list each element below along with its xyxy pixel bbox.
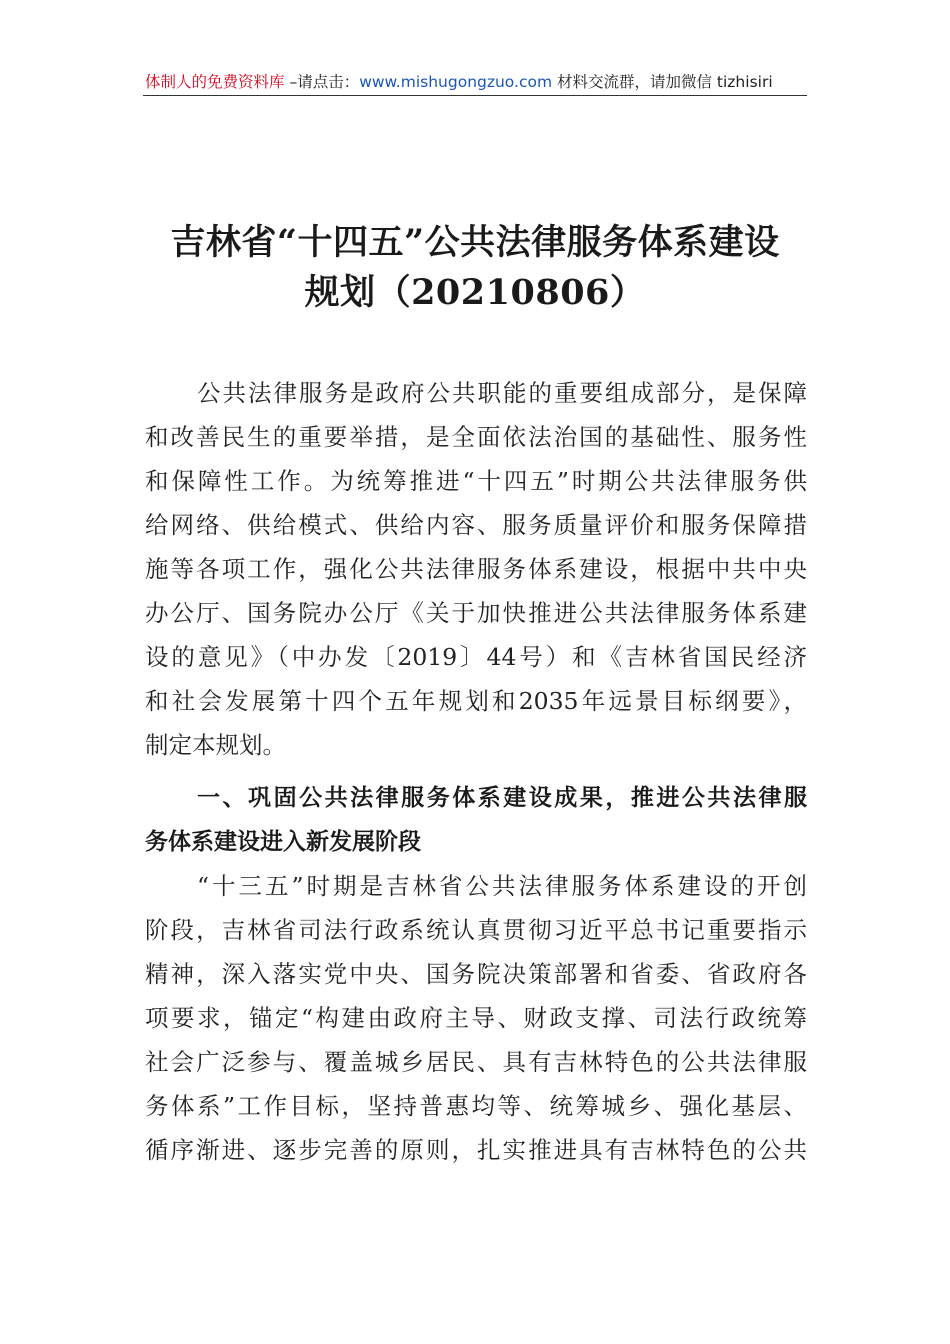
- header-separator: –请点击：: [284, 73, 360, 91]
- page-header: [145, 70, 807, 94]
- section-line: 精神，深入落实党中央、国务院决策部署和省委、省政府各: [145, 960, 807, 988]
- header-brand: 体制人的免费资料库: [145, 73, 285, 91]
- section-line: 务体系”工作目标，坚持普惠均等、统筹城乡、强化基层、: [145, 1092, 807, 1120]
- intro-line: 和改善民生的重要举措，是全面依法治国的基础性、服务性: [145, 423, 807, 451]
- header-wechat-note: 材料交流群，请加微信 tizhisiri: [552, 73, 773, 91]
- section-line: 循序渐进、逐步完善的原则，扎实推进具有吉林特色的公共: [145, 1136, 807, 1164]
- intro-line: 公共法律服务是政府公共职能的重要组成部分，是保障: [197, 379, 807, 407]
- header-link[interactable]: www.mishugongzuo.com: [359, 73, 553, 91]
- section-line: 阶段，吉林省司法行政系统认真贯彻习近平总书记重要指示: [145, 916, 807, 944]
- section-heading-line: 务体系建设进入新发展阶段: [145, 829, 421, 855]
- intro-line: 制定本规划。: [145, 731, 286, 759]
- document-title-line-2: 规划（20210806）: [304, 272, 646, 313]
- intro-line: 和社会发展第十四个五年规划和2035年远景目标纲要》，: [145, 687, 807, 715]
- intro-line: 办公厅、国务院办公厅《关于加快推进公共法律服务体系建: [145, 599, 807, 627]
- section-line: 项要求，锚定“构建由政府主导、财政支撑、司法行政统筹: [145, 1004, 807, 1032]
- document-title-line-1: 吉林省“十四五”公共法律服务体系建设: [170, 222, 780, 263]
- header-divider: [143, 95, 807, 96]
- section-line: 社会广泛参与、覆盖城乡居民、具有吉林特色的公共法律服: [145, 1048, 807, 1076]
- intro-line: 设的意见》（中办发〔2019〕44号）和《吉林省国民经济: [145, 643, 807, 671]
- intro-line: 施等各项工作，强化公共法律服务体系建设，根据中共中央: [145, 555, 807, 583]
- section-line: “十三五”时期是吉林省公共法律服务体系建设的开创: [197, 872, 807, 900]
- intro-line: 给网络、供给模式、供给内容、服务质量评价和服务保障措: [145, 511, 807, 539]
- intro-line: 和保障性工作。为统筹推进“十四五”时期公共法律服务供: [145, 467, 807, 495]
- section-heading-line: 一、巩固公共法律服务体系建设成果，推进公共法律服: [197, 785, 807, 811]
